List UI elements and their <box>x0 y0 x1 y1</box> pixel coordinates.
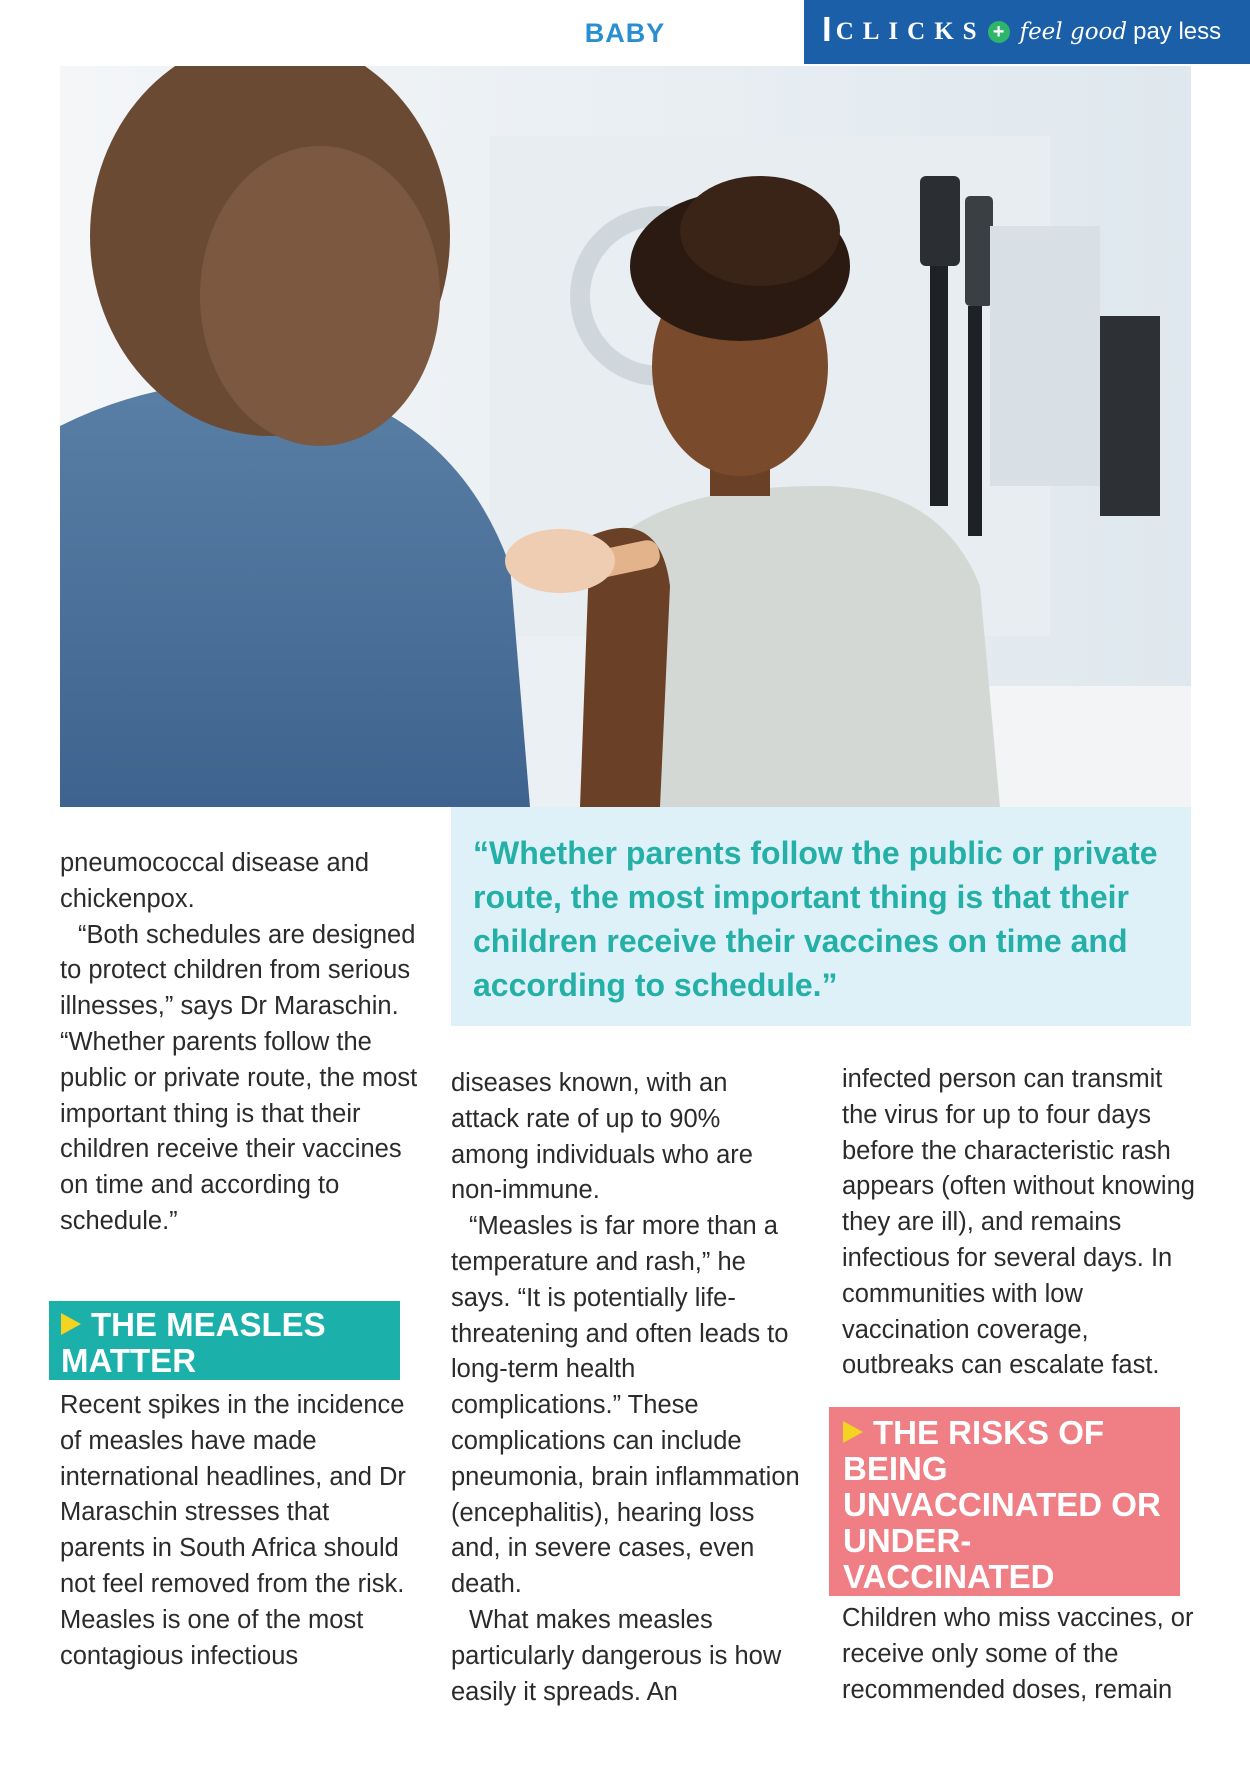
paragraph: What makes measles particularly dangerous is how easily it spreads. An <box>451 1605 782 1706</box>
subhead-text: THE MEASLES MATTER <box>61 1306 326 1379</box>
column-2 <box>451 1066 801 1710</box>
brand-header <box>804 0 1250 64</box>
subhead-text: THE RISKS OF BEING UNVACCINATED OR UNDER-VACCINATED <box>843 1414 1161 1595</box>
vaccination-photo <box>60 66 1191 807</box>
paragraph: diseases known, with an attack rate of up to 90% among individuals who are non-immune. <box>451 1069 753 1205</box>
column-1-bottom <box>60 1388 420 1674</box>
paragraph: “Measles is far more than a temperature and rash,” he says. “It is potentially life-threatening and often leads to long-term health complications.” These complications can include pneumonia, brain inflammation (encephalitis), hearing loss and, in severe cases, even death. <box>451 1212 800 1599</box>
plus-cross-icon: + <box>988 21 1010 43</box>
clicks-logo <box>822 17 1020 48</box>
brand-name: CLICKS <box>835 18 986 45</box>
paragraph: Children who miss vaccines, or receive only some of the recommended doses, remain <box>842 1604 1194 1704</box>
tagline-script: feel good <box>1019 19 1128 45</box>
photo-illustration <box>60 66 1191 807</box>
column-3-bottom <box>842 1601 1202 1708</box>
pull-quote <box>451 807 1191 1026</box>
paragraph: Recent spikes in the incidence of measles have made international headlines, and Dr Maraschin stresses that parents in South Africa should not feel removed from the risk. Measles is one of the most contagious infectious <box>60 1391 406 1670</box>
subhead-risks-unvaccinated <box>829 1407 1180 1596</box>
column-3-top <box>842 1062 1202 1384</box>
paragraph: “Both schedules are designed to protect children from serious illnesses,” says Dr Maraschin. “Whether parents follow the public or private route, the most important thing is that their children receive their vaccines on time and according to schedule.” <box>60 920 418 1235</box>
arrow-right-icon <box>843 1421 863 1443</box>
pull-quote-text: “Whether parents follow the public or private route, the most important thing is that their children receive their vaccines on time and according to schedule.” <box>473 835 1158 1003</box>
subhead-measles-matter <box>49 1301 400 1380</box>
paragraph: pneumococcal disease and chickenpox. <box>60 849 370 913</box>
paragraph: infected person can transmit the virus for up to four days before the characteristic rash appears (often without knowing they are ill), and remains infectious for several days. In communities with low vaccination coverage, outbreaks can escalate fast. <box>842 1065 1195 1380</box>
column-1-top <box>60 846 420 1240</box>
logo-mark-icon: ꟾ <box>822 16 832 47</box>
section-label: BABY <box>584 18 666 48</box>
tagline-plain: pay less <box>1133 18 1222 45</box>
arrow-right-icon <box>61 1313 81 1335</box>
